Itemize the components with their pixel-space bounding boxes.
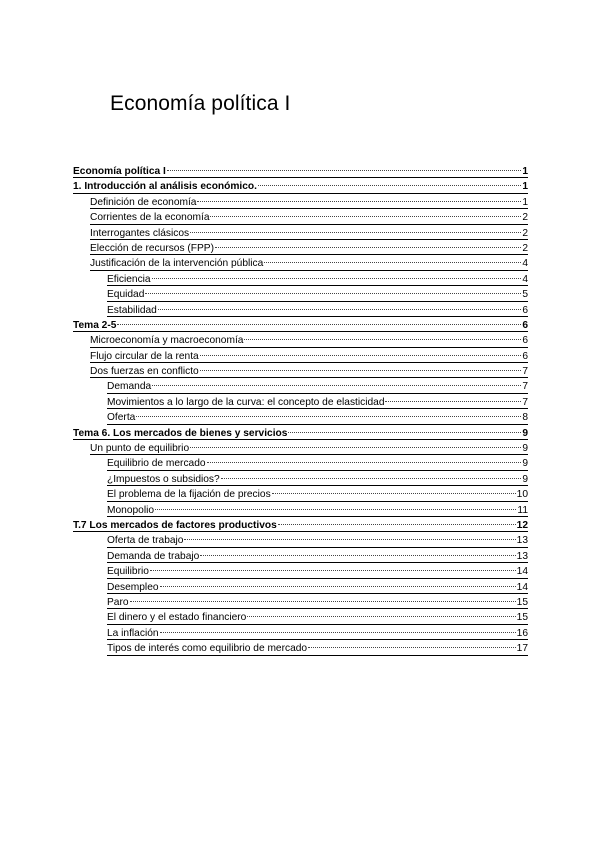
- toc-entry-title: Movimientos a lo largo de la curva: el concepto de elasticidad: [107, 396, 385, 408]
- toc-dot-leader: [207, 462, 522, 463]
- toc-entry-page-number: 14: [516, 566, 528, 578]
- toc-dot-leader: [215, 247, 521, 248]
- toc-entry-title: Elección de recursos (FPP): [90, 242, 214, 254]
- toc-entry-title: Un punto de equilibrio: [90, 443, 190, 455]
- document-title: Economía política I: [110, 92, 291, 115]
- toc-entry-page-number: 9: [522, 458, 528, 470]
- toc-entry[interactable]: [73, 241, 528, 256]
- toc-entry-page-number: 7: [522, 381, 528, 393]
- toc-entry-page-number: 13: [516, 550, 528, 562]
- toc-dot-leader: [155, 509, 516, 510]
- toc-entry-title: Economía política I: [73, 166, 166, 177]
- toc-entry-page-number: 14: [516, 581, 528, 593]
- toc-entry-page-number: 2: [522, 242, 528, 254]
- toc-entry-page-number: 13: [516, 535, 528, 547]
- toc-entry[interactable]: [73, 318, 528, 333]
- toc-entry-title: Oferta: [107, 412, 136, 424]
- toc-entry[interactable]: [73, 410, 528, 425]
- toc-entry-title: Equilibrio de mercado: [107, 458, 206, 470]
- toc-dot-leader: [130, 601, 516, 602]
- toc-entry[interactable]: [73, 303, 528, 318]
- toc-entry[interactable]: [73, 533, 528, 548]
- toc-dot-leader: [160, 586, 516, 587]
- toc-entry-title: Equidad: [107, 289, 145, 301]
- toc-entry-page-number: 1: [522, 166, 528, 177]
- toc-entry-page-number: 15: [516, 612, 528, 624]
- toc-entry-page-number: 6: [522, 335, 528, 347]
- toc-entry-title: Estabilidad: [107, 304, 157, 316]
- toc-dot-leader: [264, 262, 521, 263]
- toc-entry-title: Microeconomía y macroeconomía: [90, 335, 244, 347]
- toc-dot-leader: [221, 478, 522, 479]
- toc-entry-page-number: 4: [522, 273, 528, 285]
- toc-entry-page-number: 6: [522, 350, 528, 362]
- toc-entry[interactable]: [73, 164, 528, 179]
- toc-entry-title: Interrogantes clásicos: [90, 227, 190, 239]
- toc-entry-page-number: 15: [516, 596, 528, 608]
- toc-entry-title: Tema 6. Los mercados de bienes y servicios: [73, 427, 288, 439]
- toc-entry-page-number: 1: [522, 196, 528, 208]
- toc-entry-title: Paro: [107, 596, 129, 608]
- toc-entry-page-number: 7: [522, 366, 528, 378]
- toc-dot-leader: [272, 493, 516, 494]
- toc-dot-leader: [117, 324, 521, 325]
- toc-entry[interactable]: [73, 595, 528, 610]
- toc-dot-leader: [145, 293, 521, 294]
- toc-entry[interactable]: [73, 641, 528, 656]
- toc-entry-title: Demanda: [107, 381, 152, 393]
- toc-entry[interactable]: [73, 349, 528, 364]
- toc-entry-title: Flujo circular de la renta: [90, 350, 199, 362]
- toc-dot-leader: [200, 370, 522, 371]
- toc-dot-leader: [184, 539, 515, 540]
- toc-entry-title: Justificación de la intervención pública: [90, 258, 264, 270]
- toc-entry-page-number: 8: [522, 412, 528, 424]
- toc-dot-leader: [278, 524, 516, 525]
- toc-entry-title: Eficiencia: [107, 273, 151, 285]
- toc-entry-page-number: 12: [516, 519, 528, 531]
- toc-entry-title: Tipos de interés como equilibrio de mercado: [107, 643, 308, 655]
- toc-entry-title: 1. Introducción al análisis económico.: [73, 181, 257, 193]
- toc-entry-page-number: 5: [522, 289, 528, 301]
- toc-entry[interactable]: [73, 626, 528, 641]
- toc-entry[interactable]: [73, 472, 528, 487]
- toc-dot-leader: [247, 616, 515, 617]
- toc-entry-title: Desempleo: [107, 581, 159, 593]
- toc-dot-leader: [308, 647, 516, 648]
- toc-entry[interactable]: [73, 487, 528, 502]
- toc-entry[interactable]: [73, 549, 528, 564]
- toc-entry-page-number: 10: [516, 489, 528, 501]
- toc-entry[interactable]: [73, 610, 528, 625]
- toc-entry-title: El dinero y el estado financiero: [107, 612, 247, 624]
- toc-dot-leader: [167, 170, 521, 171]
- toc-dot-leader: [136, 416, 521, 417]
- toc-dot-leader: [197, 201, 521, 202]
- toc-entry-title: Oferta de trabajo: [107, 535, 184, 547]
- toc-entry-page-number: 1: [522, 181, 528, 193]
- toc-dot-leader: [258, 185, 521, 186]
- toc-entry[interactable]: [73, 518, 528, 533]
- toc-entry-title: Definición de economía: [90, 196, 197, 208]
- toc-dot-leader: [150, 570, 516, 571]
- toc-entry-title: ¿Impuestos o subsidios?: [107, 473, 220, 485]
- toc-entry-title: Corrientes de la economía: [90, 212, 210, 224]
- toc-entry-title: Tema 2-5: [73, 319, 117, 331]
- toc-entry-page-number: 6: [522, 304, 528, 316]
- toc-dot-leader: [200, 355, 522, 356]
- toc-entry[interactable]: [73, 272, 528, 287]
- toc-entry-title: Demanda de trabajo: [107, 550, 200, 562]
- toc-entry[interactable]: [73, 226, 528, 241]
- toc-entry-page-number: 9: [522, 473, 528, 485]
- toc-entry[interactable]: [73, 364, 528, 379]
- table-of-contents: [73, 164, 528, 657]
- toc-entry-page-number: 9: [522, 443, 528, 455]
- toc-entry[interactable]: [73, 503, 528, 518]
- toc-entry[interactable]: [73, 287, 528, 302]
- toc-entry-page-number: 6: [522, 319, 528, 331]
- toc-dot-leader: [190, 447, 521, 448]
- toc-dot-leader: [210, 216, 521, 217]
- toc-entry[interactable]: [73, 210, 528, 225]
- toc-entry-title: T.7 Los mercados de factores productivos: [73, 519, 277, 531]
- toc-entry-page-number: 7: [522, 396, 528, 408]
- toc-dot-leader: [385, 401, 521, 402]
- toc-entry-page-number: 9: [522, 427, 528, 439]
- toc-entry-page-number: 11: [517, 504, 528, 516]
- toc-entry-title: El problema de la fijación de precios: [107, 489, 271, 501]
- toc-entry-page-number: 16: [516, 627, 528, 639]
- toc-dot-leader: [158, 309, 521, 310]
- toc-entry[interactable]: [73, 195, 528, 210]
- toc-dot-leader: [160, 632, 516, 633]
- toc-entry-title: Monopolio: [107, 504, 155, 516]
- toc-dot-leader: [152, 278, 522, 279]
- toc-entry-title: Dos fuerzas en conflicto: [90, 366, 199, 378]
- toc-entry[interactable]: [73, 580, 528, 595]
- toc-entry[interactable]: [73, 426, 528, 441]
- toc-entry-page-number: 2: [522, 227, 528, 239]
- toc-dot-leader: [190, 232, 521, 233]
- toc-entry[interactable]: [73, 179, 528, 194]
- toc-entry[interactable]: [73, 441, 528, 456]
- toc-entry[interactable]: [73, 379, 528, 394]
- toc-entry[interactable]: [73, 333, 528, 348]
- toc-dot-leader: [244, 339, 521, 340]
- toc-entry-page-number: 2: [522, 212, 528, 224]
- toc-dot-leader: [200, 555, 515, 556]
- toc-entry-title: Equilibrio: [107, 566, 149, 578]
- toc-entry[interactable]: [73, 564, 528, 579]
- toc-dot-leader: [288, 432, 521, 433]
- toc-entry[interactable]: [73, 395, 528, 410]
- toc-dot-leader: [152, 385, 521, 386]
- toc-entry-title: La inflación: [107, 627, 159, 639]
- toc-entry-page-number: 17: [516, 643, 528, 655]
- toc-entry[interactable]: [73, 256, 528, 271]
- toc-entry[interactable]: [73, 456, 528, 471]
- toc-entry-page-number: 4: [522, 258, 528, 270]
